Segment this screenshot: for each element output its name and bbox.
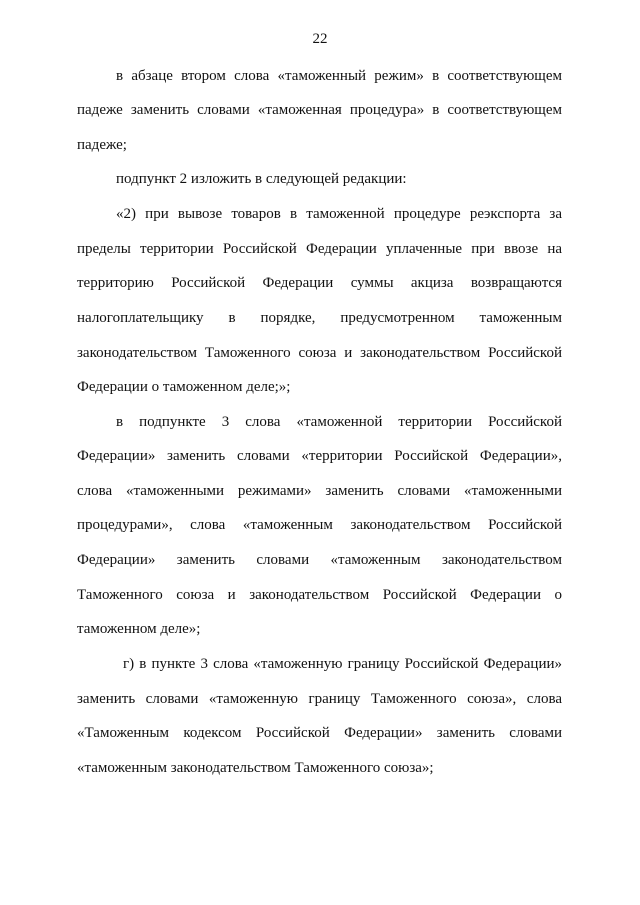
text-line: налогоплательщику в порядке, предусмотренном таможенным — [77, 310, 562, 326]
text-line: Федерации» заменить словами «таможенным законодательством — [77, 552, 562, 568]
text-line: заменить словами «таможенную границу Таможенного союза», слова — [77, 691, 562, 707]
text-line: «2) при вывозе товаров в таможенной процедуре реэкспорта за — [116, 206, 562, 222]
text-line: Федерации» заменить словами «территории Российской Федерации», — [77, 448, 562, 464]
text-line: территорию Российской Федерации суммы акциза возвращаются — [77, 275, 562, 291]
text-line: законодательством Таможенного союза и законодательством Российской — [77, 345, 562, 361]
text-line: Федерации о таможенном деле;»; — [77, 379, 291, 395]
text-line: г) в пункте 3 слова «таможенную границу Российской Федерации» — [123, 656, 562, 672]
text-line: падеже; — [77, 137, 127, 153]
text-line: Таможенного союза и законодательством Российской Федерации о — [77, 587, 562, 603]
text-line: слова «таможенными режимами» заменить словами «таможенными — [77, 483, 562, 499]
text-line: процедурами», слова «таможенным законодательством Российской — [77, 517, 562, 533]
text-line: «Таможенным кодексом Российской Федерации» заменить словами — [77, 725, 562, 741]
text-line: пределы территории Российской Федерации уплаченные при ввозе на — [77, 241, 562, 257]
text-line: таможенном деле»; — [77, 621, 201, 637]
text-line: падеже заменить словами «таможенная процедура» в соответствующем — [77, 102, 562, 118]
text-line: в подпункте 3 слова «таможенной территории Российской — [116, 414, 562, 430]
text-line: подпункт 2 изложить в следующей редакции: — [116, 171, 407, 187]
page-number: 22 — [312, 31, 328, 47]
text-line: «таможенным законодательством Таможенного союза»; — [77, 760, 434, 776]
text-line: в абзаце втором слова «таможенный режим» в соответствующем — [116, 68, 562, 84]
